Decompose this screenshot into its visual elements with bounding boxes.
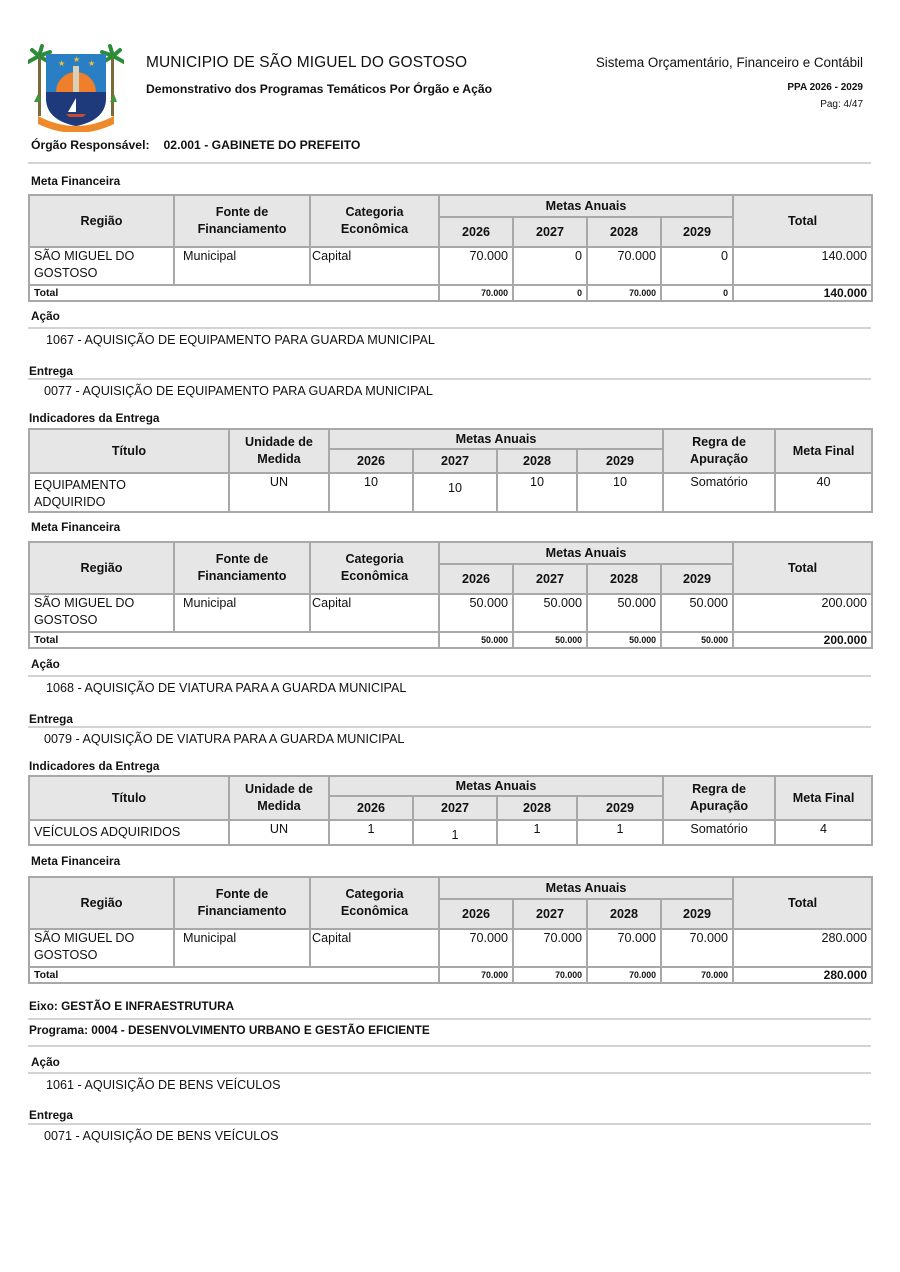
divider (28, 162, 871, 164)
cell-value: 10 (329, 473, 413, 512)
cell-regra: Somatório (663, 820, 775, 845)
col-year: 2029 (661, 564, 733, 594)
cell-value: 50.000 (513, 594, 587, 632)
cell-fonte: Municipal (174, 247, 310, 285)
svg-text:★: ★ (88, 59, 96, 68)
cell-value: 10 (497, 473, 577, 512)
total-row (29, 632, 872, 648)
col-total: Total (733, 195, 872, 247)
page-number: Pag: 4/47 (820, 99, 863, 110)
col-metas-anuais: Metas Anuais (439, 877, 733, 899)
divider (28, 378, 871, 380)
col-regiao: Região (29, 542, 174, 594)
cell-value: 10 (577, 473, 663, 512)
cell-value: 50.000 (587, 594, 661, 632)
entrega-item: 0079 - AQUISIÇÃO DE VIATURA PARA A GUARDA MUNICIPAL (44, 732, 405, 746)
total-value: 50.000 (513, 632, 587, 648)
cell-unidade: UN (229, 820, 329, 845)
cell-regra: Somatório (663, 473, 775, 512)
meta-financeira-label: Meta Financeira (31, 520, 121, 534)
col-year: 2028 (587, 564, 661, 594)
programa-heading: Programa: 0004 - DESENVOLVIMENTO URBANO E GESTÃO EFICIENTE (29, 1023, 430, 1037)
total-value: 70.000 (513, 967, 587, 983)
total-label: Total (29, 285, 439, 301)
col-fonte: Fonte de Financiamento (174, 195, 310, 247)
cell-value: 70.000 (439, 929, 513, 967)
cell-value: 1 (497, 820, 577, 845)
total-label: Total (29, 632, 439, 648)
col-fonte: Fonte de Financiamento (174, 877, 310, 929)
indicadores-label: Indicadores da Entrega (29, 759, 160, 773)
meta-financeira-label: Meta Financeira (31, 854, 121, 868)
col-year: 2026 (329, 796, 413, 820)
col-titulo: Título (29, 429, 229, 473)
entrega-item: 0077 - AQUISIÇÃO DE EQUIPAMENTO PARA GUARDA MUNICIPAL (44, 384, 433, 398)
cell-value: 1 (329, 820, 413, 845)
cell-value: 0 (661, 247, 733, 285)
col-year: 2029 (661, 899, 733, 929)
col-year: 2028 (587, 217, 661, 247)
acao-item: 1061 - AQUISIÇÃO DE BENS VEÍCULOS (46, 1078, 281, 1092)
cell-categoria: Capital (310, 594, 439, 632)
meta-financeira-label: Meta Financeira (31, 174, 121, 188)
col-year: 2028 (497, 796, 577, 820)
col-categoria: Categoria Econômica (310, 195, 439, 247)
divider (28, 1072, 871, 1074)
cell-value: 70.000 (439, 247, 513, 285)
divider (28, 1045, 871, 1047)
cell-value: 70.000 (513, 929, 587, 967)
col-year: 2029 (577, 449, 663, 473)
col-regra: Regra de Apuração (663, 429, 775, 473)
total-value: 50.000 (439, 632, 513, 648)
cell-categoria: Capital (310, 247, 439, 285)
col-year: 2027 (513, 217, 587, 247)
cell-fonte: Municipal (174, 594, 310, 632)
col-categoria: Categoria Econômica (310, 877, 439, 929)
total-row (29, 967, 872, 983)
total-value: 70.000 (587, 285, 661, 301)
col-year: 2028 (497, 449, 577, 473)
acao-label: Ação (31, 657, 60, 671)
col-year: 2026 (439, 217, 513, 247)
cell-unidade: UN (229, 473, 329, 512)
indicadores-table (28, 428, 873, 513)
col-year: 2026 (329, 449, 413, 473)
eixo-heading: Eixo: GESTÃO E INFRAESTRUTURA (29, 999, 235, 1013)
total-row (29, 285, 872, 301)
col-meta-final: Meta Final (775, 776, 872, 820)
col-metas-anuais: Metas Anuais (329, 429, 663, 449)
total-value: 70.000 (661, 967, 733, 983)
cell-value: 50.000 (439, 594, 513, 632)
cell-total: 140.000 (733, 247, 872, 285)
total-value: 0 (513, 285, 587, 301)
divider (28, 1018, 871, 1020)
col-year: 2029 (577, 796, 663, 820)
cell-categoria: Capital (310, 929, 439, 967)
col-categoria: Categoria Econômica (310, 542, 439, 594)
cell-regiao: SÃO MIGUEL DO GOSTOSO (29, 929, 174, 967)
cell-meta-final: 40 (775, 473, 872, 512)
divider (28, 1123, 871, 1125)
col-total: Total (733, 542, 872, 594)
col-unidade: Unidade de Medida (229, 776, 329, 820)
cell-titulo: EQUIPAMENTO ADQUIRIDO (29, 473, 229, 512)
col-year: 2026 (439, 899, 513, 929)
report-title: Demonstrativo dos Programas Temáticos Por Órgão e Ação (146, 82, 493, 96)
col-year: 2028 (587, 899, 661, 929)
meta-financeira-table (28, 194, 873, 302)
municipal-coat-of-arms-icon (28, 40, 124, 132)
col-year: 2027 (513, 564, 587, 594)
cell-meta-final: 4 (775, 820, 872, 845)
col-fonte: Fonte de Financiamento (174, 542, 310, 594)
cell-fonte: Municipal (174, 929, 310, 967)
orgao-value: 02.001 - GABINETE DO PREFEITO (163, 138, 361, 152)
table-row (29, 247, 872, 285)
divider (28, 675, 871, 677)
col-regiao: Região (29, 195, 174, 247)
cell-value: 0 (513, 247, 587, 285)
meta-financeira-table (28, 876, 873, 984)
cell-value: 50.000 (661, 594, 733, 632)
cell-value: 1 (413, 820, 497, 845)
entrega-label: Entrega (29, 712, 73, 726)
col-year: 2029 (661, 217, 733, 247)
col-meta-final: Meta Final (775, 429, 872, 473)
table-row (29, 473, 872, 512)
ppa-period: PPA 2026 - 2029 (787, 82, 863, 93)
table-row (29, 594, 872, 632)
acao-label: Ação (31, 1055, 60, 1069)
svg-text:★: ★ (73, 55, 81, 64)
acao-item: 1067 - AQUISIÇÃO DE EQUIPAMENTO PARA GUARDA MUNICIPAL (46, 333, 435, 347)
col-unidade: Unidade de Medida (229, 429, 329, 473)
total-value: 70.000 (439, 967, 513, 983)
col-metas-anuais: Metas Anuais (329, 776, 663, 796)
col-year: 2027 (513, 899, 587, 929)
col-year: 2026 (439, 564, 513, 594)
cell-value: 70.000 (587, 247, 661, 285)
col-metas-anuais: Metas Anuais (439, 195, 733, 217)
cell-value: 70.000 (587, 929, 661, 967)
acao-label: Ação (31, 309, 60, 323)
table-row (29, 929, 872, 967)
entrega-label: Entrega (29, 364, 73, 378)
entrega-item: 0071 - AQUISIÇÃO DE BENS VEÍCULOS (44, 1129, 279, 1143)
meta-financeira-table (28, 541, 873, 649)
cell-regiao: SÃO MIGUEL DO GOSTOSO (29, 247, 174, 285)
cell-titulo: VEÍCULOS ADQUIRIDOS (29, 820, 229, 845)
cell-regiao: SÃO MIGUEL DO GOSTOSO (29, 594, 174, 632)
acao-item: 1068 - AQUISIÇÃO DE VIATURA PARA A GUARDA MUNICIPAL (46, 681, 407, 695)
divider (28, 327, 871, 329)
col-regra: Regra de Apuração (663, 776, 775, 820)
table-row (29, 820, 872, 845)
total-label: Total (29, 967, 439, 983)
indicadores-label: Indicadores da Entrega (29, 411, 160, 425)
total-value: 50.000 (587, 632, 661, 648)
total-value: 70.000 (587, 967, 661, 983)
cell-value: 1 (577, 820, 663, 845)
divider (28, 726, 871, 728)
cell-total: 200.000 (733, 594, 872, 632)
total-grand: 140.000 (733, 285, 872, 301)
col-regiao: Região (29, 877, 174, 929)
total-grand: 280.000 (733, 967, 872, 983)
cell-total: 280.000 (733, 929, 872, 967)
total-value: 0 (661, 285, 733, 301)
cell-value: 70.000 (661, 929, 733, 967)
municipality-name: MUNICIPIO DE SÃO MIGUEL DO GOSTOSO (146, 54, 468, 71)
system-name: Sistema Orçamentário, Financeiro e Contábil (595, 55, 863, 70)
indicadores-table (28, 775, 873, 846)
total-value: 50.000 (661, 632, 733, 648)
col-metas-anuais: Metas Anuais (439, 542, 733, 564)
col-year: 2027 (413, 796, 497, 820)
col-total: Total (733, 877, 872, 929)
orgao-label: Órgão Responsável: (31, 138, 150, 152)
col-year: 2027 (413, 449, 497, 473)
col-titulo: Título (29, 776, 229, 820)
entrega-label: Entrega (29, 1108, 73, 1122)
svg-text:★: ★ (58, 59, 66, 68)
orgao-responsavel (31, 138, 360, 152)
cell-value: 10 (413, 473, 497, 512)
total-value: 70.000 (439, 285, 513, 301)
total-grand: 200.000 (733, 632, 872, 648)
